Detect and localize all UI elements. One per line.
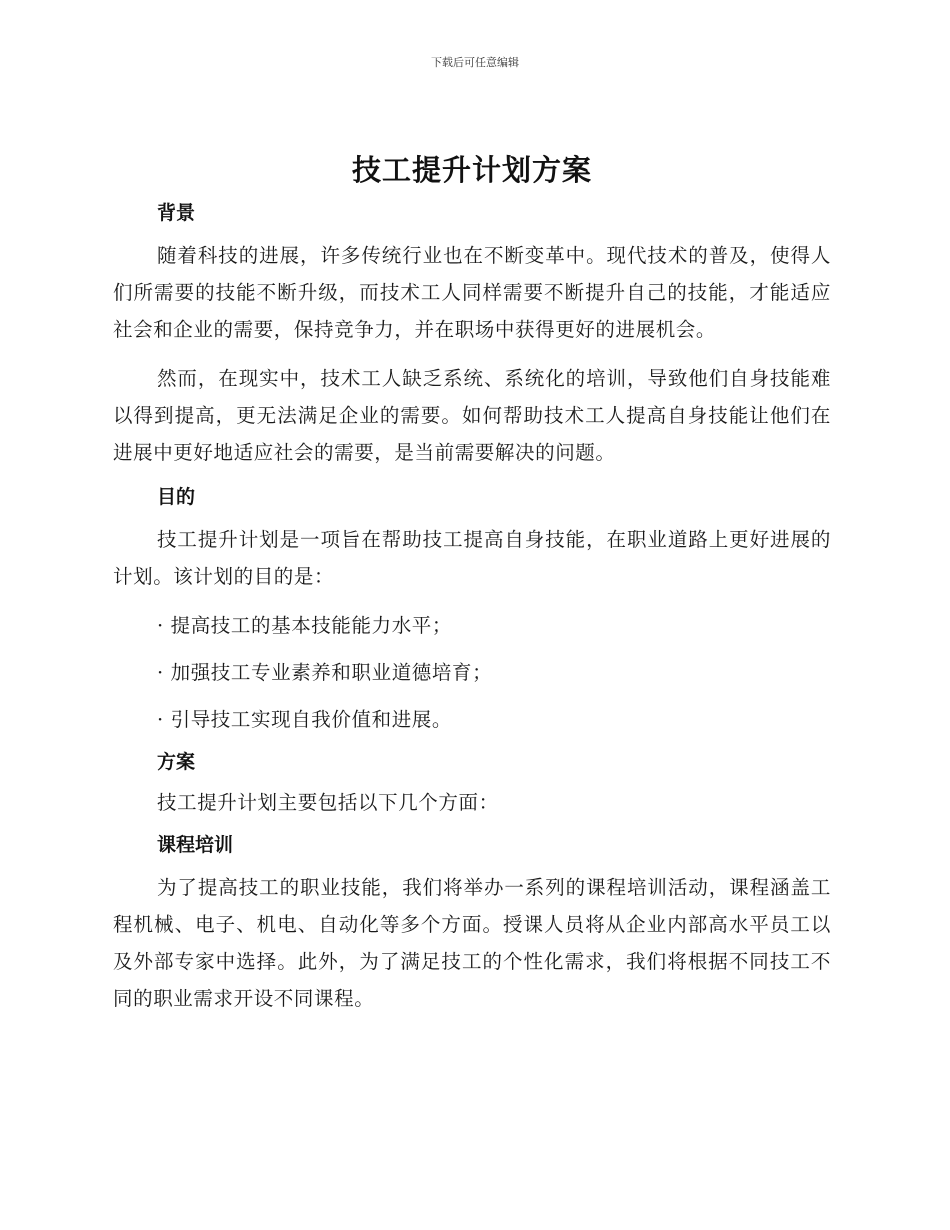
course-paragraph: 为了提高技工的职业技能，我们将举办一系列的课程培训活动，课程涵盖工程机械、电子、机电、自动化等多个方面。授课人员将从企业内部高水平员工以及外部专家中选择。此外，为了满足技工的个性化需求，我们将根据不同技工不同的职业需求开设不同课程。 (113, 876, 831, 1010)
purpose-bullet-3: · 引导技工实现自我价值和进展。 (157, 708, 452, 731)
background-paragraph-1: 随着科技的进展，许多传统行业也在不断变革中。现代技术的普及，使得人们所需要的技能不断升级，而技术工人同样需要不断提升自己的技能，才能适应社会和企业的需要，保持竞争力，并在职场中获得更好的进展机会。 (113, 244, 831, 341)
purpose-bullet-2: · 加强技工专业素养和职业道德培育； (157, 661, 493, 684)
section-heading-plan: 方案 (157, 751, 196, 773)
document-title: 技工提升计划方案 (351, 153, 592, 187)
purpose-intro: 技工提升计划是一项旨在帮助技工提高自身技能，在职业道路上更好进展的计划。该计划的目的是： (113, 528, 831, 588)
header-note: 下载后可任意编辑 (431, 56, 519, 69)
plan-intro: 技工提升计划主要包括以下几个方面： (157, 791, 499, 814)
section-heading-purpose: 目的 (157, 486, 196, 508)
section-heading-course: 课程培训 (157, 834, 234, 856)
background-paragraph-2: 然而，在现实中，技术工人缺乏系统、系统化的培训，导致他们自身技能难以得到提高，更无法满足企业的需要。如何帮助技术工人提高自身技能让他们在进展中更好地适应社会的需要，是当前需要解决的问题。 (113, 367, 831, 464)
section-heading-background: 背景 (157, 202, 196, 224)
document-body (113, 148, 831, 1029)
purpose-bullet-1: · 提高技工的基本技能能力水平； (157, 614, 452, 637)
